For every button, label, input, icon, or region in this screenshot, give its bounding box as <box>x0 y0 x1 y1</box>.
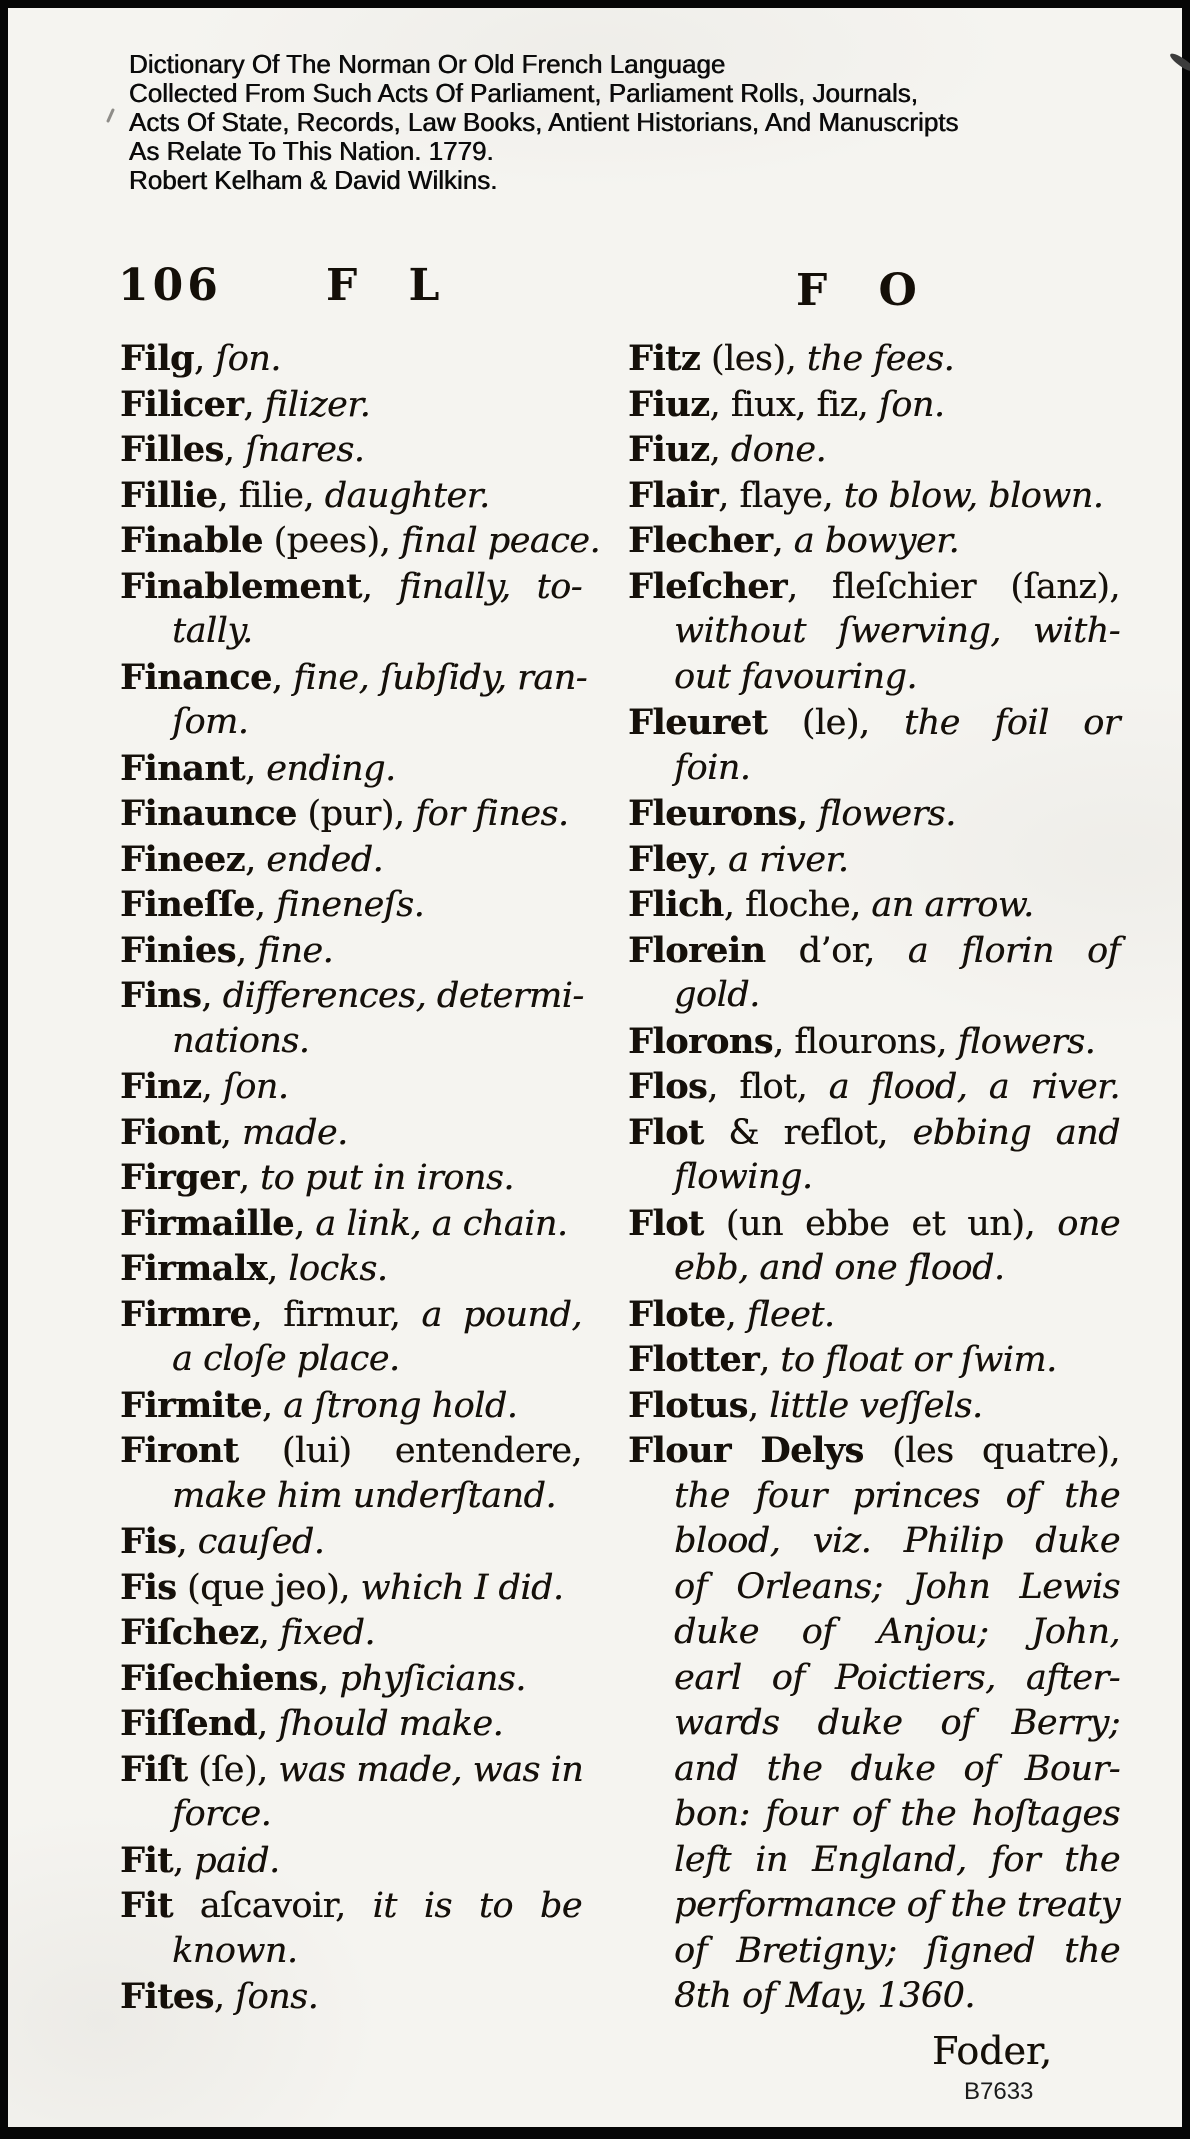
headword: Fiuz <box>628 429 710 470</box>
entry-text: , <box>725 1294 747 1335</box>
dictionary-line <box>120 1428 582 1474</box>
gloss-text: wards duke of Berry; <box>674 1703 1120 1743</box>
margin-mark <box>106 108 115 123</box>
headword: Fleuret <box>628 702 768 743</box>
entry-text: (lui) entendere, <box>238 1431 582 1471</box>
gloss-text: without ſwerving, with- <box>674 611 1120 651</box>
header-annotation-line: Acts Of State, Records, Law Books, Antient Historians, And Manuscripts <box>129 107 959 137</box>
gloss-text: cauſed. <box>197 1522 325 1562</box>
gloss-text: was made, was in <box>278 1749 584 1790</box>
dictionary-line <box>120 609 582 655</box>
dictionary-line <box>628 655 1120 701</box>
gloss-text: phyſicians. <box>339 1658 526 1699</box>
headword: Firont <box>120 1430 239 1471</box>
dictionary-line <box>120 1337 582 1383</box>
headword: Finablement <box>120 565 362 607</box>
gloss-text: known. <box>172 1930 298 1971</box>
gloss-text: little veſſels. <box>769 1385 983 1426</box>
dictionary-line <box>120 700 582 746</box>
gloss-text: left in England, for the <box>674 1839 1120 1880</box>
headword: Fley <box>628 838 707 880</box>
gloss-text: make him underſtand. <box>172 1475 557 1516</box>
dictionary-line <box>628 1337 1120 1383</box>
entry-text: , <box>747 1385 770 1426</box>
gloss-text: ſon. <box>215 339 281 379</box>
gloss-text: nations. <box>172 1020 310 1061</box>
dictionary-line <box>628 473 1120 519</box>
gloss-text: ebbing and <box>912 1112 1120 1153</box>
gloss-text: flowing. <box>674 1157 813 1197</box>
headword: Fiont <box>120 1111 221 1153</box>
entry-text: , <box>317 1658 340 1699</box>
entry-text: , <box>709 430 731 470</box>
entry-text: , <box>261 1385 284 1426</box>
dictionary-line <box>120 1610 582 1656</box>
header-annotation-line: As Relate To This Nation. 1779. <box>129 136 494 166</box>
entry-text: aſcavoir, <box>172 1886 373 1926</box>
dictionary-line <box>628 1474 1120 1520</box>
headword: Fit <box>120 1839 173 1881</box>
headword: Filicer <box>120 383 244 425</box>
dictionary-line <box>628 837 1120 883</box>
dictionary-line <box>628 1747 1120 1793</box>
gloss-text: ſon. <box>222 1067 289 1107</box>
headword: Finant <box>120 747 245 789</box>
scan-code: B7633 <box>964 2078 1034 2105</box>
headword: Fitz <box>628 338 701 379</box>
dictionary-line <box>120 1019 582 1065</box>
header-annotation-line: Collected From Such Acts Of Parliament, Parliament Rolls, Journals, <box>129 78 918 108</box>
headword: Fiſt <box>120 1748 188 1790</box>
entry-text: , <box>271 657 294 698</box>
gloss-text: daughter. <box>324 475 490 516</box>
entry-text: , <box>796 794 819 834</box>
dictionary-line <box>120 1929 582 1975</box>
catchword: Foder, <box>931 2029 1052 2073</box>
entry-text: , <box>258 1613 280 1653</box>
gloss-text: a florin of <box>907 930 1120 971</box>
entry-text: , <box>172 1840 195 1881</box>
entry-text: , <box>238 1158 261 1198</box>
headword: Flair <box>628 474 719 516</box>
entry-text: , <box>201 1067 223 1107</box>
page-number: 106 <box>118 260 222 311</box>
dictionary-line <box>628 746 1120 792</box>
dictionary-line <box>120 1383 582 1429</box>
gloss-text: fleet. <box>746 1294 835 1335</box>
dictionary-line <box>628 791 1120 837</box>
dictionary-line <box>120 1474 582 1520</box>
dictionary-line <box>628 1019 1120 1065</box>
gloss-text: fineneſs. <box>276 885 425 925</box>
entry-text: , <box>223 430 245 470</box>
gloss-text: earl of Poictiers, after- <box>674 1657 1120 1698</box>
headword: Florein <box>628 929 766 971</box>
headword: Fiuz <box>628 383 710 425</box>
dictionary-line <box>120 1747 582 1793</box>
gloss-text: one <box>1057 1203 1120 1244</box>
headword: Fleſcher <box>628 565 787 607</box>
gloss-text: paid. <box>194 1840 280 1881</box>
gloss-text: of Orleans; John Lewis <box>674 1566 1120 1607</box>
dictionary-line <box>628 1701 1120 1747</box>
dictionary-line <box>120 1656 582 1702</box>
headword: Finance <box>120 656 272 698</box>
gloss-text: 8th of May, 1360. <box>674 1976 975 2016</box>
entry-text: , floche, <box>723 885 872 925</box>
gloss-text: ſon. <box>878 384 945 425</box>
dictionary-line <box>628 609 1120 655</box>
headword: Fiſchez <box>120 1612 259 1653</box>
dictionary-line <box>120 1292 582 1338</box>
gloss-text: and the duke of Bour- <box>674 1748 1120 1789</box>
header-annotation <box>129 50 959 195</box>
gloss-text: a ſtrong hold. <box>283 1385 518 1426</box>
dictionary-line <box>120 882 582 928</box>
dictionary-line <box>628 928 1120 974</box>
gloss-text: a link, a chain. <box>315 1203 568 1244</box>
dictionary-line <box>120 1155 582 1201</box>
gloss-text: ſom. <box>172 702 249 742</box>
entry-text: , <box>293 1203 316 1244</box>
headword: Florons <box>628 1020 773 1062</box>
gloss-text: performance of the treaty <box>674 1885 1120 1925</box>
gloss-text: gold. <box>674 975 760 1015</box>
dictionary-line <box>628 1610 1120 1656</box>
headword: Finies <box>120 929 236 971</box>
dictionary-line <box>120 928 582 974</box>
entry-text: (pees), <box>262 521 401 561</box>
dictionary-line <box>120 1201 582 1247</box>
gloss-text: a flood, a river. <box>828 1067 1120 1107</box>
gloss-text: force. <box>172 1794 272 1834</box>
gloss-text: the foil or <box>904 703 1120 743</box>
headword: Flour Delys <box>628 1430 864 1471</box>
entry-text: (un ebbe et un), <box>703 1203 1058 1244</box>
headword: Flotter <box>628 1339 760 1380</box>
headword: Fins <box>120 975 202 1016</box>
dictionary-line <box>628 427 1120 473</box>
headword: Fites <box>120 1976 214 2017</box>
dictionary-line <box>628 1201 1120 1247</box>
headword: Flecher <box>628 520 773 561</box>
entry-text: & reflot, <box>703 1112 913 1153</box>
headword: Flos <box>628 1066 708 1107</box>
headword: Fis <box>120 1521 177 1562</box>
entry-text: , filie, <box>217 475 325 516</box>
gloss-text: fine. <box>257 930 334 971</box>
entry-text: (ſe), <box>187 1749 279 1790</box>
headword: Fit <box>120 1885 173 1926</box>
gloss-text: blood, viz. Philip duke <box>674 1521 1120 1561</box>
dictionary-line <box>628 1383 1120 1429</box>
headword: Flot <box>628 1111 704 1153</box>
header-annotation-line: Dictionary Of The Norman Or Old French Language <box>129 49 726 79</box>
entry-text: , <box>213 1977 236 2017</box>
gloss-text: fixed. <box>279 1613 376 1653</box>
dictionary-line <box>628 973 1120 1019</box>
dictionary-line <box>120 973 582 1019</box>
headword: Fis <box>120 1566 177 1608</box>
dictionary-line <box>628 1656 1120 1702</box>
gloss-text: done. <box>730 430 827 470</box>
entry-text: , <box>176 1522 198 1562</box>
gloss-text: to put in irons. <box>260 1158 514 1198</box>
gloss-text: flowers. <box>818 794 956 834</box>
entry-text: , <box>256 1704 279 1744</box>
headword: Firmre <box>120 1293 252 1335</box>
dictionary-line <box>120 655 588 701</box>
section-heading-right: F O <box>796 265 935 316</box>
headword: Finaunce <box>120 793 297 834</box>
entry-text: , fleſchier (ſanz), <box>786 566 1120 607</box>
dictionary-line <box>628 1519 1120 1565</box>
entry-text: , <box>254 885 277 925</box>
dictionary-line <box>628 1110 1120 1156</box>
dictionary-line <box>628 1292 1120 1338</box>
gloss-text: filizer. <box>264 384 371 425</box>
entry-text: , firmur, <box>251 1294 422 1335</box>
dictionary-line <box>120 1246 582 1292</box>
headword: Firger <box>120 1157 239 1198</box>
headword: Fiſſend <box>120 1703 257 1744</box>
dictionary-line <box>120 1565 582 1611</box>
dictionary-line <box>120 1110 582 1156</box>
headword: Finable <box>120 520 263 561</box>
gloss-text: finally, to- <box>398 566 582 607</box>
headword: Finz <box>120 1066 202 1107</box>
gloss-text: to blow, blown. <box>843 475 1104 516</box>
gloss-text: a cloſe place. <box>172 1339 400 1379</box>
gloss-text: duke of Anjou; John, <box>674 1612 1120 1652</box>
headword: Fineez <box>120 838 246 880</box>
dictionary-line <box>120 518 601 564</box>
entry-text: , <box>706 839 729 880</box>
gloss-text: foin. <box>674 747 751 788</box>
dictionary-line <box>628 1974 1120 2020</box>
gloss-text: a pound, <box>421 1294 582 1335</box>
gloss-text: ending. <box>266 748 396 789</box>
dictionary-line <box>628 518 1120 564</box>
gloss-text: a river. <box>728 839 849 880</box>
dictionary-line <box>628 1883 1120 1929</box>
gloss-text: fine, ſubſidy, ran- <box>293 657 588 698</box>
headword: Firmalx <box>120 1248 267 1289</box>
gloss-text: ſons. <box>235 1977 319 2017</box>
headword: Fleurons <box>628 793 797 834</box>
entry-text: , flaye, <box>718 475 844 516</box>
gloss-text: final peace. <box>400 521 601 561</box>
headword: Firmaille <box>120 1202 294 1244</box>
headword: Fiſechiens <box>120 1657 318 1699</box>
gloss-text: locks. <box>288 1249 388 1289</box>
headword: Flich <box>628 884 724 925</box>
entry-text: , flot, <box>707 1067 829 1107</box>
headword: Firmite <box>120 1384 262 1426</box>
gloss-text: differences, determi- <box>222 976 584 1016</box>
entry-text: , <box>243 384 265 425</box>
dictionary-line <box>628 564 1120 610</box>
entry-text: , flourons, <box>772 1021 958 1062</box>
entry-text: (les), <box>700 339 807 379</box>
entry-text: , <box>772 521 794 561</box>
dictionary-line <box>628 382 1120 428</box>
dictionary-line <box>120 473 582 519</box>
header-annotation-line: Robert Kelham & David Wilkins. <box>129 165 498 195</box>
entry-text: , <box>244 748 267 789</box>
headword: Filles <box>120 429 224 470</box>
entry-text: , <box>220 1112 242 1153</box>
dictionary-line <box>628 1792 1120 1838</box>
entry-text: , <box>201 976 223 1016</box>
left-column <box>120 336 601 2020</box>
headword: Fillie <box>120 474 218 516</box>
entry-text: , <box>245 839 267 880</box>
scanned-page <box>8 8 1182 2127</box>
dictionary-line <box>120 382 582 428</box>
gloss-text: it is to be <box>372 1886 583 1926</box>
entry-text: (pur), <box>296 794 416 834</box>
section-heading-left: F L <box>326 260 458 311</box>
dictionary-line <box>628 700 1120 746</box>
gloss-text: to float or ſwim. <box>780 1340 1057 1380</box>
dictionary-line <box>120 564 582 610</box>
gloss-text: made. <box>241 1112 348 1153</box>
entry-text: , <box>759 1340 781 1380</box>
headword: Flotus <box>628 1384 748 1426</box>
dictionary-line <box>120 746 582 792</box>
dictionary-line <box>120 1701 582 1747</box>
dictionary-line <box>628 1064 1120 1110</box>
entry-text: (que jeo), <box>176 1567 361 1608</box>
headword: Flote <box>628 1293 726 1335</box>
dictionary-line <box>628 1929 1120 1975</box>
headword: Flot <box>628 1202 704 1244</box>
entry-text: , <box>235 930 258 971</box>
dictionary-line <box>120 1883 582 1929</box>
entry-text: , <box>361 566 399 607</box>
dictionary-line <box>120 837 582 883</box>
dictionary-line <box>120 1519 582 1565</box>
gloss-text: flowers. <box>957 1021 1096 1062</box>
gloss-text: bon: four of the hoſtages <box>674 1794 1120 1834</box>
dictionary-line <box>120 336 582 382</box>
dictionary-line <box>628 1428 1120 1474</box>
gloss-text: ebb, and one flood. <box>674 1248 1005 1288</box>
gloss-text: of Bretigny; ſigned the <box>674 1930 1120 1971</box>
dictionary-line <box>628 1838 1120 1884</box>
entry-text: d’or, <box>765 930 908 971</box>
gloss-text: out favouring. <box>674 656 918 697</box>
dictionary-line <box>628 1155 1120 1201</box>
gloss-text: the fees. <box>806 339 955 379</box>
gloss-text: ſhould make. <box>278 1704 504 1744</box>
gloss-text: for fines. <box>415 794 569 834</box>
gloss-text: the four princes of the <box>674 1475 1120 1516</box>
dictionary-line <box>628 1565 1120 1611</box>
dictionary-line <box>120 1974 582 2020</box>
dictionary-line <box>628 336 1120 382</box>
entry-text: , <box>193 339 216 379</box>
entry-text: (le), <box>767 703 905 743</box>
headword: Fineſſe <box>120 884 255 925</box>
dictionary-line <box>120 1792 582 1838</box>
dictionary-line <box>628 1246 1120 1292</box>
dictionary-line <box>120 427 582 473</box>
entry-text: , <box>266 1249 289 1289</box>
gloss-text: which I did. <box>360 1567 564 1608</box>
entry-text: (les quatre), <box>863 1431 1120 1471</box>
dictionary-line <box>120 791 582 837</box>
gloss-text: an arrow. <box>871 885 1034 925</box>
pen-mark <box>1168 51 1190 73</box>
gloss-text: ended. <box>266 839 384 880</box>
gloss-text: tally. <box>172 611 253 651</box>
entry-text: , fiux, fiz, <box>709 384 879 425</box>
dictionary-line <box>120 1064 582 1110</box>
dictionary-line <box>628 882 1120 928</box>
dictionary-line <box>120 1838 582 1884</box>
gloss-text: ſnares. <box>244 430 365 470</box>
right-column <box>628 336 1120 2020</box>
headword: Filg <box>120 338 194 379</box>
gloss-text: a bowyer. <box>793 521 960 561</box>
